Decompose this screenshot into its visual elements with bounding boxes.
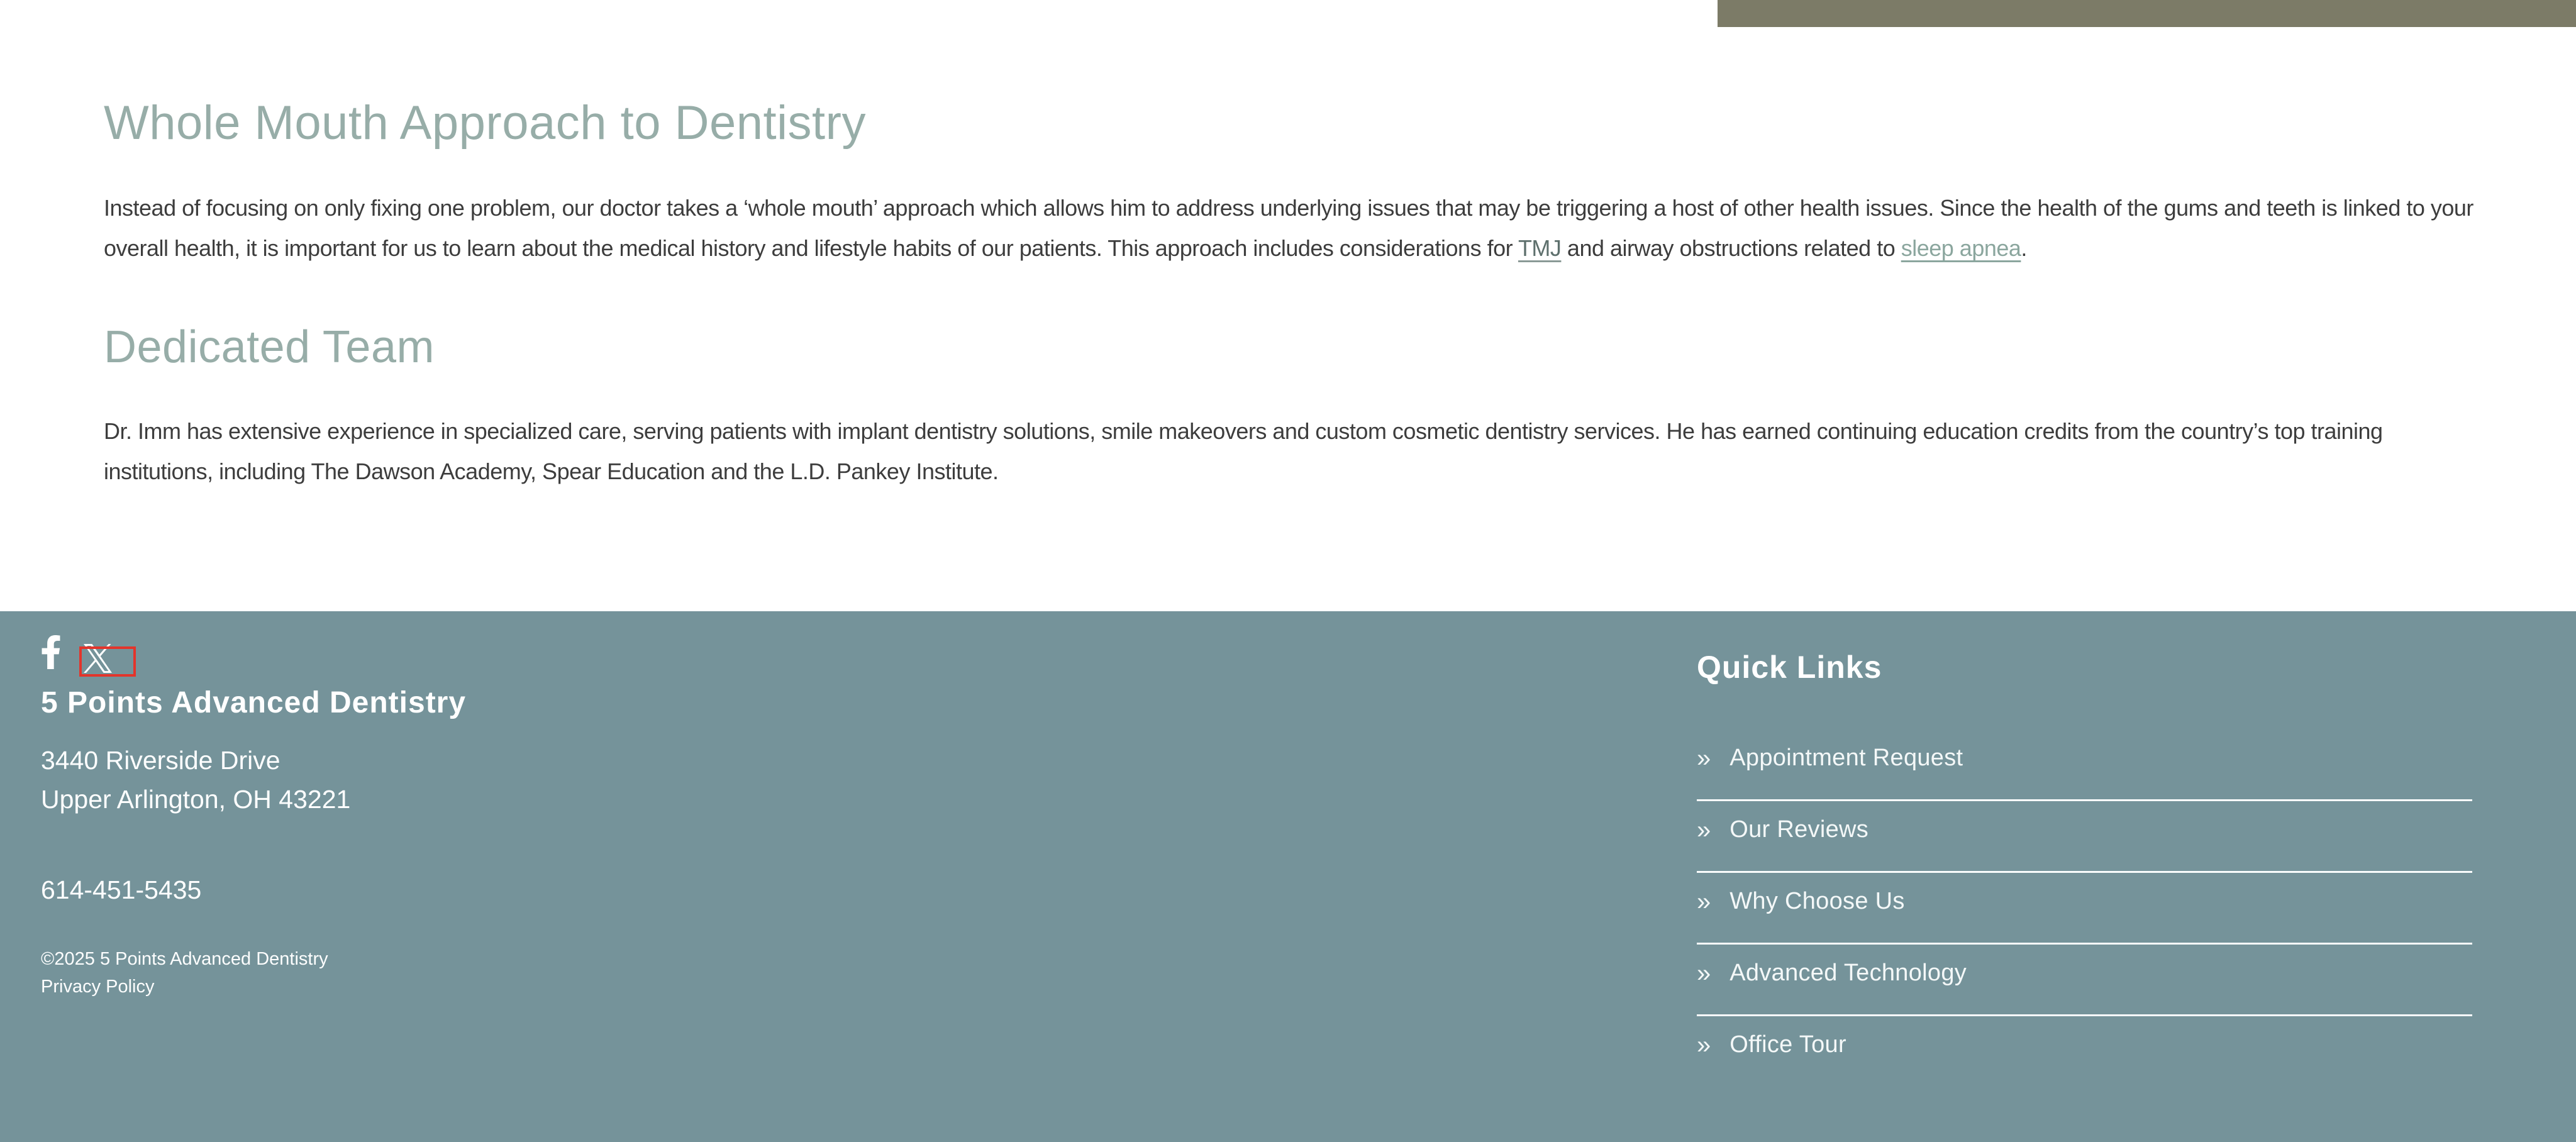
heading-whole-mouth-approach: Whole Mouth Approach to Dentistry [104,96,866,150]
heading-dedicated-team: Dedicated Team [104,322,435,373]
address-line1: 3440 Riverside Drive [41,746,280,775]
address-line2: Upper Arlington, OH 43221 [41,785,351,814]
chevron-right-icon: » [1697,816,1711,844]
quick-links-section [1697,649,2472,1059]
chevron-right-icon: » [1697,745,1711,772]
paragraph-text-segment: . [2021,235,2027,262]
quick-links-title: Quick Links [1697,650,1882,685]
paragraph-whole-mouth [104,188,2475,269]
quick-link-item [1697,801,2472,873]
paragraph-text-segment: Instead of focusing on only fixing one problem, our doctor takes a ‘whole mouth’ approach which allows him to address underlying issues that may be triggering a host of other health issues. Since the health of the gums and teeth is linked to your overall health, it is important for us to learn about the medical history and lifestyle habits of our patients. This approach includes considerations for [104,195,2473,262]
chevron-right-icon: » [1697,1031,1711,1059]
facebook-link[interactable] [40,635,62,669]
quick-link-our-reviews[interactable]: Our Reviews [1729,816,1869,843]
quick-link-item [1697,729,2472,801]
sleep-apnea-link[interactable]: sleep apnea [1901,235,2021,262]
paragraph-dedicated-team: Dr. Imm has extensive experience in specialized care, serving patients with implant dentistry solutions, smile makeovers and custom cosmetic dentistry services. He has earned continuing education credits from the country’s top training institutions, including The Dawson Academy, Spear Education and the L.D. Pankey Institute. [104,418,2383,484]
quick-link-item [1697,873,2472,945]
quick-link-office-tour[interactable]: Office Tour [1729,1031,1846,1058]
chevron-right-icon: » [1697,960,1711,987]
footer-business-name: 5 Points Advanced Dentistry [41,686,467,719]
footer-phone[interactable]: 614-451-5435 [41,875,202,904]
quick-link-item [1697,945,2472,1016]
paragraph-text-segment: and airway obstructions related to [1561,235,1901,262]
annotation-highlight-box [79,646,136,677]
main-content [104,0,2475,492]
quick-link-advanced-technology[interactable]: Advanced Technology [1729,960,1967,986]
quick-link-appointment-request[interactable]: Appointment Request [1729,745,1963,771]
footer-copyright: ©2025 5 Points Advanced Dentistry [41,949,328,969]
quick-link-item [1697,1016,2472,1086]
footer-address [41,741,350,819]
facebook-icon [40,635,62,669]
footer [0,611,2576,1142]
privacy-policy-link[interactable]: Privacy Policy [41,977,155,997]
tmj-link[interactable]: TMJ [1518,235,1562,262]
quick-links-list [1697,729,2472,1086]
quick-link-why-choose-us[interactable]: Why Choose Us [1729,888,1905,914]
chevron-right-icon: » [1697,888,1711,916]
